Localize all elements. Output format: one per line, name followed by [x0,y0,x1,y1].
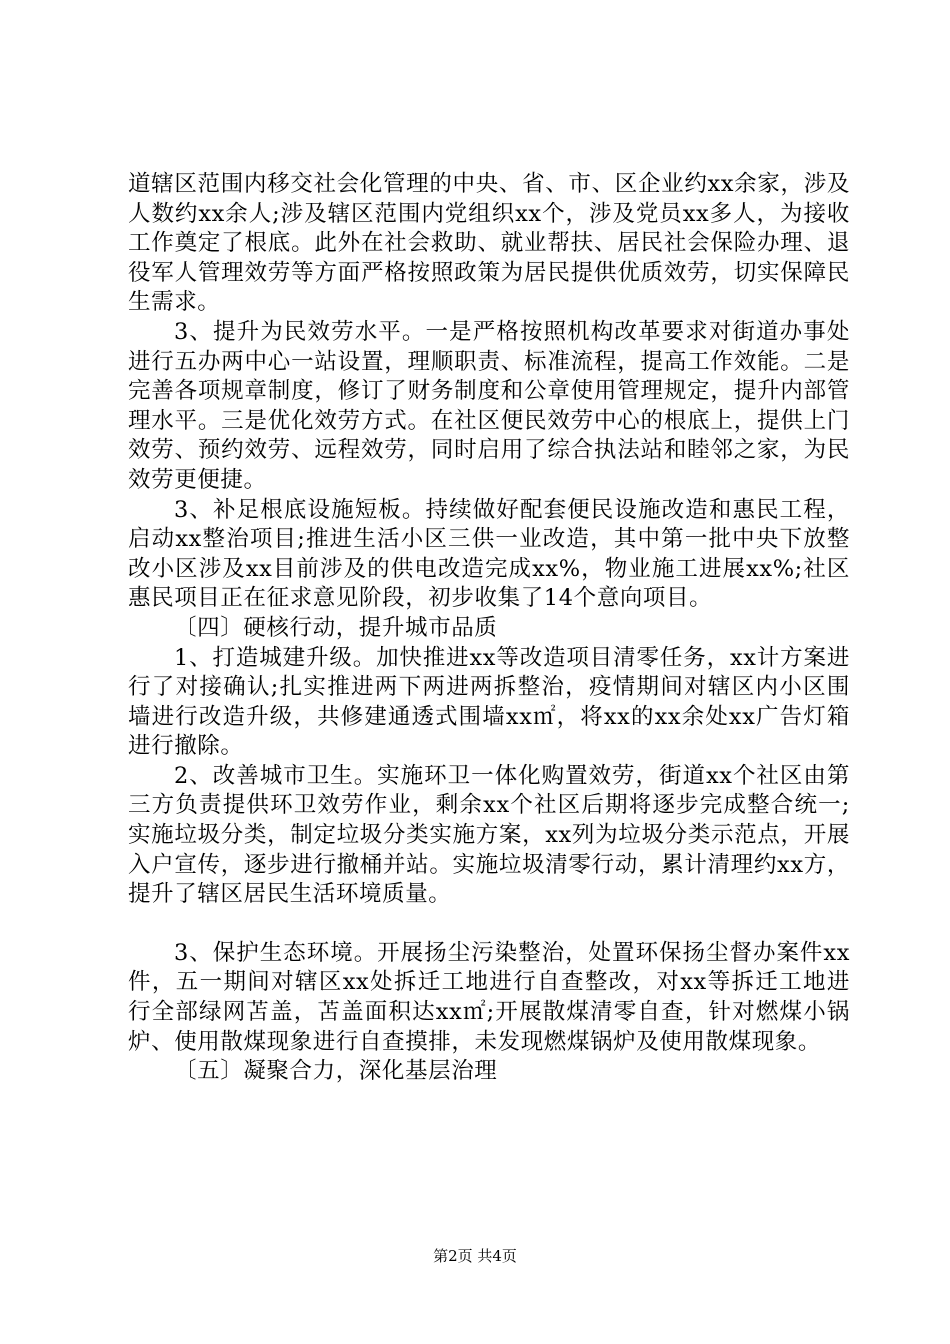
paragraph-urban-construction: 1、打造城建升级。加快推进xx等改造项目清零任务，xx计方案进行了对接确认;扎实推进两下两进两拆整治，疫情期间对辖区内小区围墙进行改造升级，共修建通透式围墙xx㎡，将xx的xx余处xx广告灯箱进行撤除。 [128,644,850,760]
section-heading-four: 〔四〕硬核行动，提升城市品质 [174,614,498,641]
document-body [128,170,850,1087]
paragraph-infrastructure: 3、补足根底设施短板。持续做好配套便民设施改造和惠民工程，启动xx整治项目;推进生活小区三供一业改造，其中第一批中央下放整改小区涉及xx目前涉及的供电改造完成xx%，物业施工进展xx%;社区惠民项目正在征求意见阶段，初步收集了14个意向项目。 [128,496,850,612]
paragraph-service-level: 3、提升为民效劳水平。一是严格按照机构改革要求对街道办事处进行五办两中心一站设置，理顺职责、标准流程，提高工作效能。二是完善各项规章制度，修订了财务制度和公章使用管理规定，提升内部管理水平。三是优化效劳方式。在社区便民效劳中心的根底上，提供上门效劳、预约效劳、远程效劳，同时启用了综合执法站和睦邻之家，为民效劳更便捷。 [128,318,850,493]
paragraph-continuation: 道辖区范围内移交社会化管理的中央、省、市、区企业约xx余家，涉及人数约xx余人;涉及辖区范围内党组织xx个，涉及党员xx多人，为接收工作奠定了根底。此外在社会救助、就业帮扶、居民社会保险办理、退役军人管理效劳等方面严格按照政策为居民提供优质效劳，切实保障民生需求。 [128,171,850,316]
section-heading-five: 〔五〕凝聚合力，深化基层治理 [174,1058,498,1085]
page-number-footer: 第2页 共4页 [433,1247,517,1265]
paragraph-ecology: 3、保护生态环境。开展扬尘污染整治，处置环保扬尘督办案件xx件，五一期间对辖区xx处拆迁工地进行自查整改，对xx等拆迁工地进行全部绿网苫盖，苫盖面积达xx㎡;开展散煤清零自查，针对燃煤小锅炉、使用散煤现象进行自查摸排，未发现燃煤锅炉及使用散煤现象。 [128,939,850,1055]
paragraph-city-sanitation: 2、改善城市卫生。实施环卫一体化购置效劳，街道xx个社区由第三方负责提供环卫效劳作业，剩余xx个社区后期将逐步完成整合统一;实施垃圾分类，制定垃圾分类实施方案，xx列为垃圾分类示范点，开展入户宣传，逐步进行撤桶并站。实施垃圾清零行动，累计清理约xx方，提升了辖区居民生活环境质量。 [128,762,850,908]
